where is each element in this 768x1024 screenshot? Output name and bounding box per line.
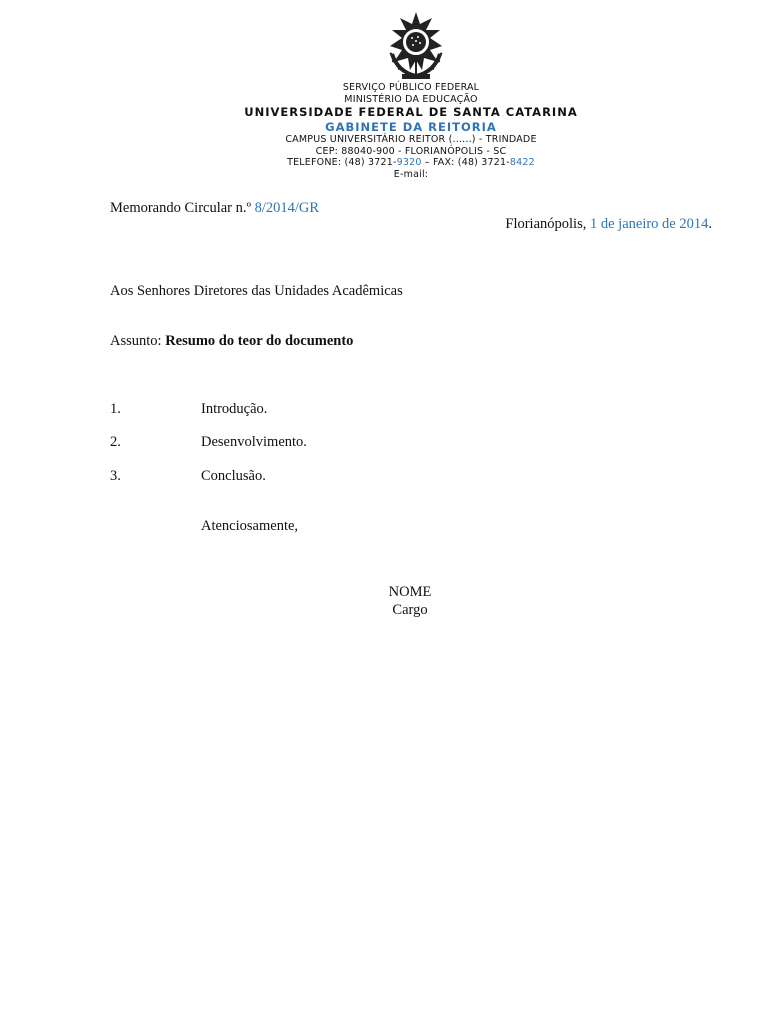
phone-extension: 9320 (396, 157, 422, 168)
phone-fax-line (0, 157, 768, 168)
date-line (505, 215, 712, 233)
item-number: 2. (110, 434, 121, 450)
memo-number: 8/2014/GR (254, 200, 320, 216)
campus-address: CAMPUS UNIVERSITÁRIO REITOR (......) - TRINDADE (285, 134, 537, 145)
office-name: GABINETE DA REITORIA (325, 120, 497, 134)
signer-role: Cargo (392, 602, 428, 618)
item-text: Conclusão. (201, 468, 266, 484)
subject-line (110, 332, 353, 350)
cep-address: CEP: 88040-900 - FLORIANÓPOLIS - SC (315, 146, 507, 157)
memo-number-line (110, 199, 319, 217)
item-number: 3. (110, 468, 121, 484)
phone-prefix: TELEFONE: (48) 3721- (287, 157, 397, 168)
fax-extension: 8422 (509, 157, 535, 168)
brazil-coat-of-arms-icon (380, 10, 452, 82)
letterhead-line-2: MINISTÉRIO DA EDUCAÇÃO (344, 94, 478, 105)
email-line: E-mail: (393, 169, 429, 180)
memo-label: Memorando Circular n.º (110, 200, 255, 216)
item-number: 1. (110, 401, 121, 417)
signer-name: NOME (388, 584, 432, 600)
subject-text: Resumo do teor do documento (165, 333, 354, 349)
recipient: Aos Senhores Diretores das Unidades Acadêmicas (110, 283, 403, 299)
item-text: Desenvolvimento. (201, 434, 307, 450)
closing: Atenciosamente, (201, 518, 299, 534)
date-suffix: . (708, 216, 712, 232)
subject-label: Assunto: (110, 333, 166, 349)
memo-date: 1 de janeiro de 2014 (589, 216, 709, 232)
city: Florianópolis, (505, 216, 590, 232)
item-text: Introdução. (201, 401, 268, 417)
fax-prefix: – FAX: (48) 3721- (421, 157, 510, 168)
university-name: UNIVERSIDADE FEDERAL DE SANTA CATARINA (244, 105, 578, 119)
letterhead-line-1: SERVIÇO PÚBLICO FEDERAL (342, 82, 480, 93)
